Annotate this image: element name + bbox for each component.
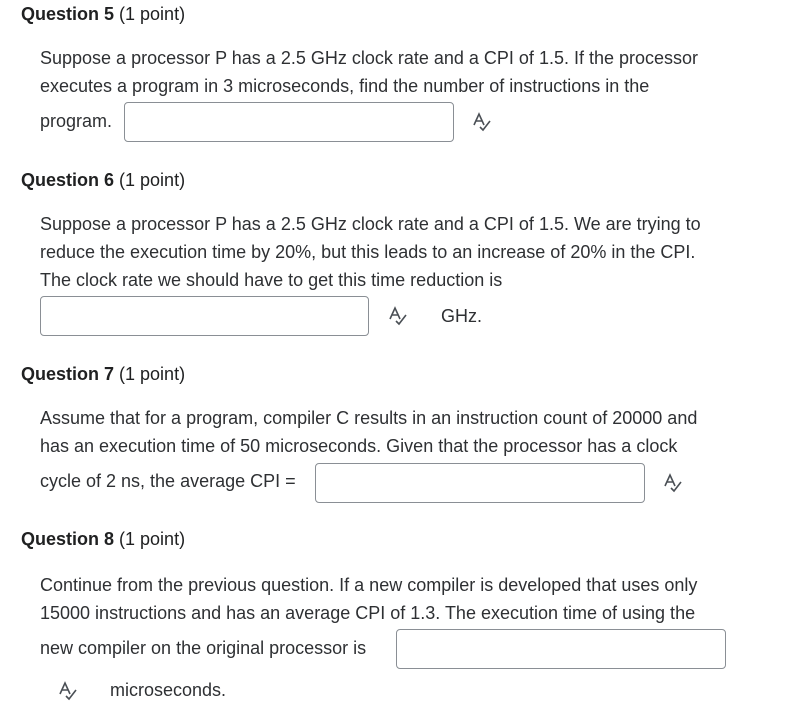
spellcheck-icon[interactable] <box>662 472 684 494</box>
question-8-unit-label: microseconds. <box>110 680 227 700</box>
question-6-heading <box>21 170 185 191</box>
spellcheck-icon[interactable] <box>471 111 493 133</box>
question-8-text-line-3: new compiler on the original processor is <box>40 638 367 658</box>
question-8-heading <box>21 529 185 550</box>
question-label: Question 6 <box>21 170 115 190</box>
question-5-text-line-2: executes a program in 3 microseconds, find the number of instructions in the <box>40 76 650 96</box>
question-points: (1 point) <box>119 170 186 190</box>
question-8-text-line-1: Continue from the previous question. If a new compiler is developed that uses only <box>40 575 698 595</box>
question-6-text-line-2: reduce the execution time by 20%, but this leads to an increase of 20% in the CPI. <box>40 242 696 262</box>
question-5-answer-input[interactable] <box>124 102 454 142</box>
question-label: Question 5 <box>21 4 115 24</box>
question-6-answer-input[interactable] <box>40 296 369 336</box>
question-7-heading <box>21 364 185 385</box>
spellcheck-icon[interactable] <box>387 305 409 327</box>
question-6-text-line-3: The clock rate we should have to get this time reduction is <box>40 270 503 290</box>
question-8-answer-input[interactable] <box>396 629 726 669</box>
question-points: (1 point) <box>119 4 186 24</box>
question-6-text-line-1: Suppose a processor P has a 2.5 GHz clock rate and a CPI of 1.5. We are trying to <box>40 214 701 234</box>
question-label: Question 7 <box>21 364 115 384</box>
question-points: (1 point) <box>119 364 186 384</box>
question-5-text-line-1: Suppose a processor P has a 2.5 GHz clock rate and a CPI of 1.5. If the processor <box>40 48 699 68</box>
question-6-unit-label: GHz. <box>441 306 483 326</box>
spellcheck-icon[interactable] <box>57 680 79 702</box>
question-label: Question 8 <box>21 529 115 549</box>
question-points: (1 point) <box>119 529 186 549</box>
question-5-heading <box>21 4 185 25</box>
question-5-text-line-3: program. <box>40 111 113 131</box>
question-7-answer-input[interactable] <box>315 463 645 503</box>
question-7-text-line-1: Assume that for a program, compiler C results in an instruction count of 20000 and <box>40 408 698 428</box>
question-7-text-line-2: has an execution time of 50 microseconds. Given that the processor has a clock <box>40 436 678 456</box>
question-7-text-line-3: cycle of 2 ns, the average CPI = <box>40 471 296 491</box>
question-8-text-line-2: 15000 instructions and has an average CPI of 1.3. The execution time of using the <box>40 603 696 623</box>
